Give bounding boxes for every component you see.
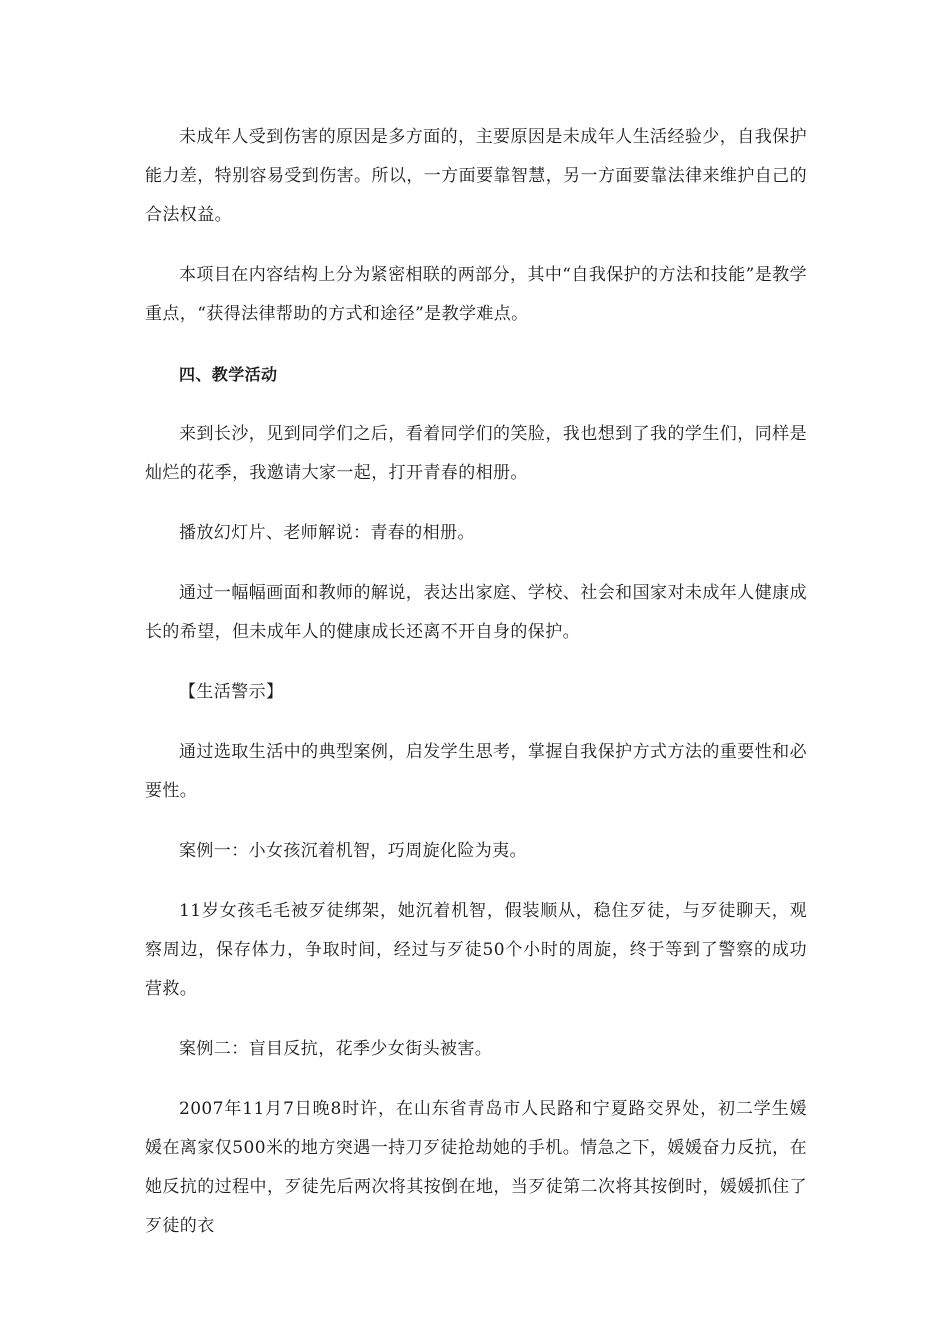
- paragraph-slideshow: 播放幻灯片、老师解说：青春的相册。: [179, 523, 475, 543]
- case1-body: 11岁女孩毛毛被歹徒绑架，她沉着机智，假装顺从，稳住歹徒，与歹徒聊天，观察周边，保存体力，争取时间，经过与歹徒50个小时的周旋，终于等到了警察的成功营救。: [145, 901, 807, 999]
- case1-title: 案例一：小女孩沉着机智，巧周旋化险为夷。: [179, 841, 527, 861]
- paragraph-project-structure: 本项目在内容结构上分为紧密相联的两部分，其中“自我保护的方法和技能”是教学重点，“获得法律帮助的方式和途径”是教学难点。: [145, 265, 807, 324]
- paragraph-activity-explanation: 通过一幅幅画面和教师的解说，表达出家庭、学校、社会和国家对未成年人健康成长的希望，但未成年人的健康成长还离不开自身的保护。: [145, 583, 807, 642]
- case2-body: 2007年11月7日晚8时许，在山东省青岛市人民路和宁夏路交界处，初二学生媛媛在离家仅500米的地方突遇一持刀歹徒抢劫她的手机。情急之下，媛媛奋力反抗，在她反抗的过程中，歹徒先后两次将其按倒在地，当歹徒第二次将其按倒时，媛媛抓住了歹徒的衣: [145, 1099, 807, 1236]
- case2-title: 案例二：盲目反抗，花季少女街头被害。: [179, 1039, 493, 1059]
- paragraph-warning-text: 通过选取生活中的典型案例，启发学生思考，掌握自我保护方式方法的重要性和必要性。: [145, 742, 807, 801]
- section-heading-teaching-activities: 四、教学活动: [179, 365, 278, 384]
- document-body: [145, 118, 807, 1246]
- warning-title: 【生活警示】: [179, 682, 284, 702]
- paragraph-activity-intro: 来到长沙，见到同学们之后，看着同学们的笑脸，我也想到了我的学生们，同样是灿烂的花季，我邀请大家一起，打开青春的相册。: [145, 424, 807, 483]
- paragraph-injury-causes: 未成年人受到伤害的原因是多方面的，主要原因是未成年人生活经验少，自我保护能力差，特别容易受到伤害。所以，一方面要靠智慧，另一方面要靠法律来维护自己的合法权益。: [145, 127, 807, 225]
